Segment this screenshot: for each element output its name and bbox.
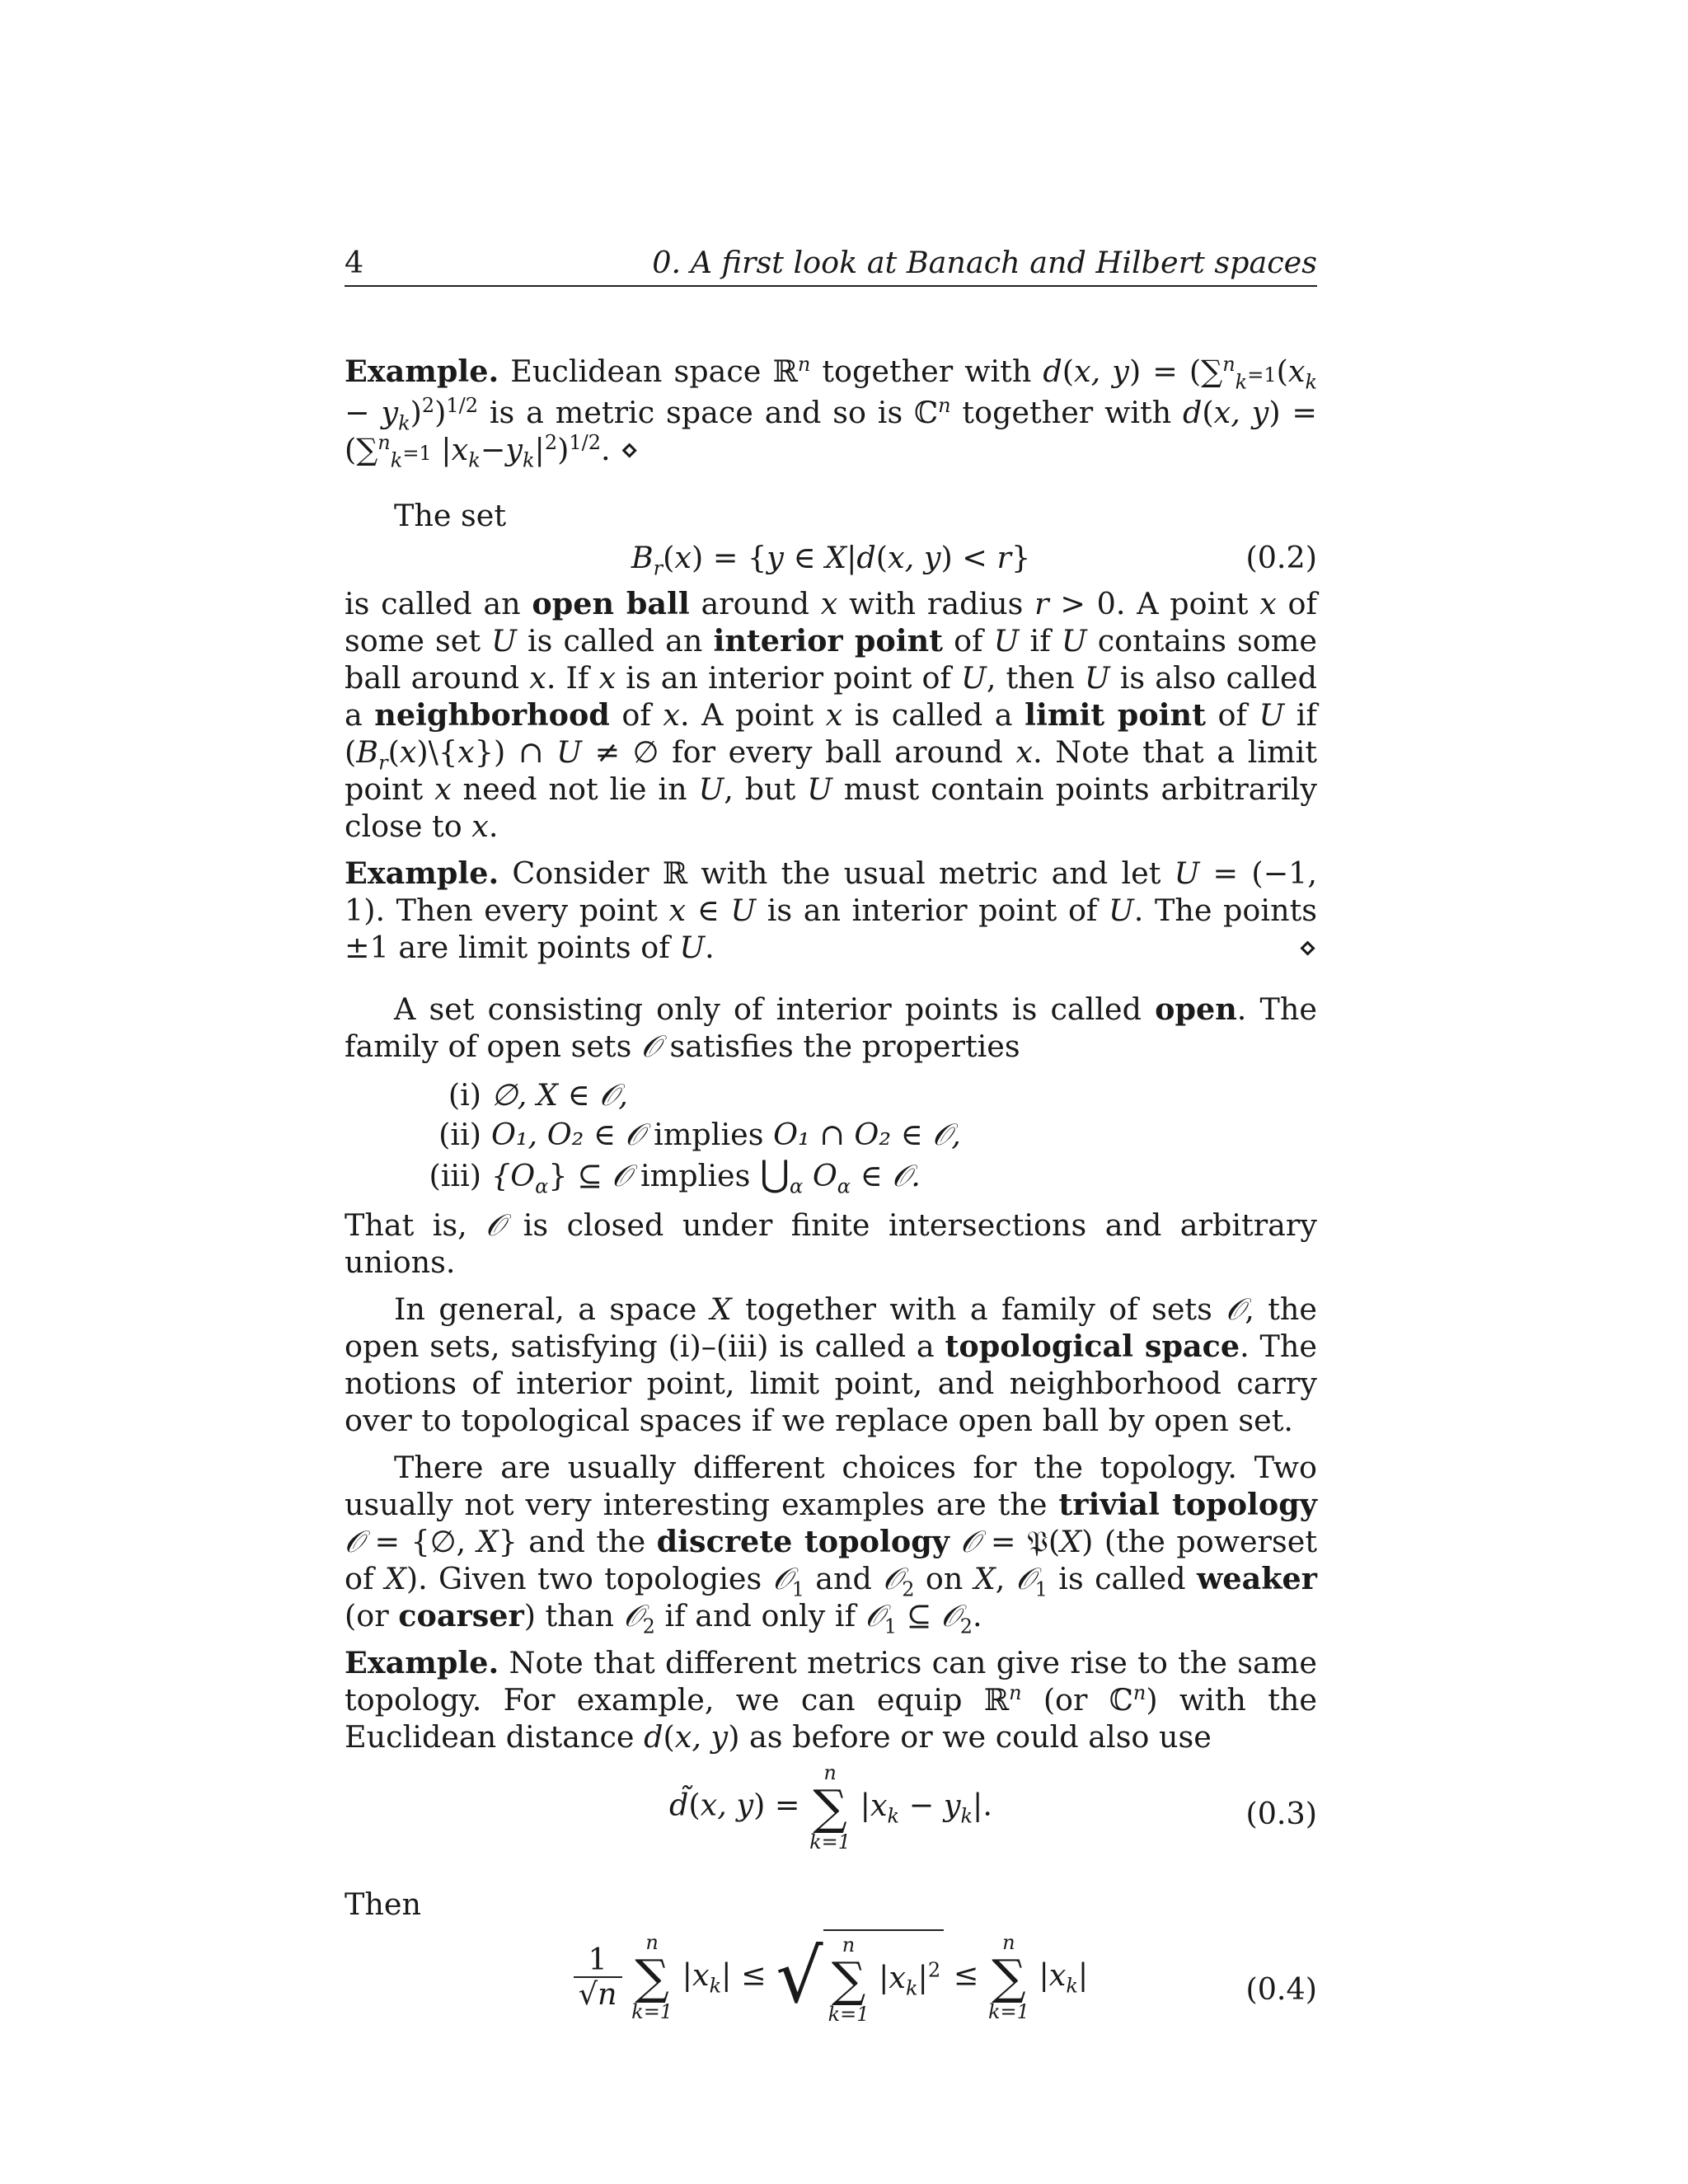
equation-number: (0.4) bbox=[1245, 1971, 1317, 2007]
property-ii: (ii) O₁, O₂ ∈ 𝒪 implies O₁ ∩ O₂ ∈ 𝒪, bbox=[438, 1117, 961, 1152]
property-i: (i) ∅, X ∈ 𝒪, bbox=[448, 1077, 628, 1113]
equation-number: (0.2) bbox=[1245, 540, 1317, 575]
equation-0-3: d̃(x, y) = n ∑ k=1 $|x_k - y_k|$. (0.3) bbox=[669, 1761, 1317, 1854]
example-euclidean: Example. Euclidean space ℝ$^n$ together with d(x, $y) = (\sum^n_k=1(x_k - y_k)^2)^{1/2}$ is a metric space and so is ℂ$^n$ together with d(x, y) = (∑$^n_k$=1 $|x_k-y_k|^2)^{1/2}$. ⋄ bbox=[345, 352, 1317, 472]
running-title: 0. A first look at Banach and Hilbert spaces bbox=[652, 245, 1317, 280]
running-header bbox=[345, 244, 1317, 287]
equation-0-4: $\frac{1}{√n}$ n ∑ k=1 $|x_k|$ ≤ √ n ∑ k=1 $|x_k|^2$ ≤ n ∑ k=1 $|x_k|$ (0.4) bbox=[345, 1929, 1317, 2045]
para-that-is: That is, 𝒪 is closed under finite intersections and arbitrary unions. bbox=[345, 1207, 1317, 1280]
equation-number: (0.3) bbox=[1245, 1796, 1317, 1831]
example-reals: Example. Consider ℝ with the usual metric and let U = (−1, 1). Then every point x ∈ U is an interior point of U. The points ±1 are limit points of U. ⋄ bbox=[345, 855, 1317, 965]
para-topology-choices: There are usually different choices for the topology. Two usually not very interesting examples are the trivial topology 𝒪 = {∅, X} and the discrete topology 𝒪 = 𝔓(X) (the powerset of X). Given two topologies 𝒪$_1$ and 𝒪$_2$ on X, 𝒪$_1$ is called weaker (or coarser) than 𝒪$_2$ if and only if 𝒪$_1$ ⊆ 𝒪$_2$. bbox=[345, 1450, 1317, 1638]
equation-0-2: $B_r(x) = \{y$ ∈ X|d(x, y) < r} (0.2) bbox=[631, 540, 1317, 580]
property-iii: (iii) $\{O_\alpha\}$ ⊆ 𝒪 implies $⋃_\alpha$ $O_\alpha$ ∈ 𝒪. bbox=[429, 1153, 921, 1198]
para-then: Then bbox=[345, 1886, 421, 1922]
end-of-example-diamond: ⋄ bbox=[620, 432, 640, 467]
text-column bbox=[345, 353, 1317, 2051]
para-open-sets: A set consisting only of interior points is called open. The family of open sets 𝒪 satisfies the properties bbox=[345, 991, 1317, 1064]
para-topological-space: In general, a space X together with a family of sets 𝒪, the open sets, satisfying (i)–(iii) is called a topological space. The notions of interior point, limit point, and neighborhood carry over to topological spaces if we replace open ball by open set. bbox=[345, 1291, 1317, 1438]
para-open-ball: is called an open ball around x with radius r > 0. A point x of some set U is called an interior point of U if U contains some ball around x. If x is an interior point of U, then U is also called a neighborhood of x. A point x is called a limit point of U if $(B_r(x)\backslash\{x\})$ ∩ U ≠ ∅ for every ball around x. Note that a limit point x need not lie in U, but U must contain points arbitrarily close to x. bbox=[345, 586, 1318, 844]
property-list bbox=[410, 1076, 1317, 1198]
page-number: 4 bbox=[345, 245, 364, 280]
example-metrics: Example. Note that different metrics can give rise to the same topology. For example, we can equip ℝ$^n$ (or ℂ$^n$) with the Euclidean distance d(x, y) as before or we could also use bbox=[345, 1645, 1317, 1755]
end-of-example-diamond: ⋄ bbox=[1298, 930, 1317, 965]
para-the-set: The set bbox=[394, 498, 507, 533]
